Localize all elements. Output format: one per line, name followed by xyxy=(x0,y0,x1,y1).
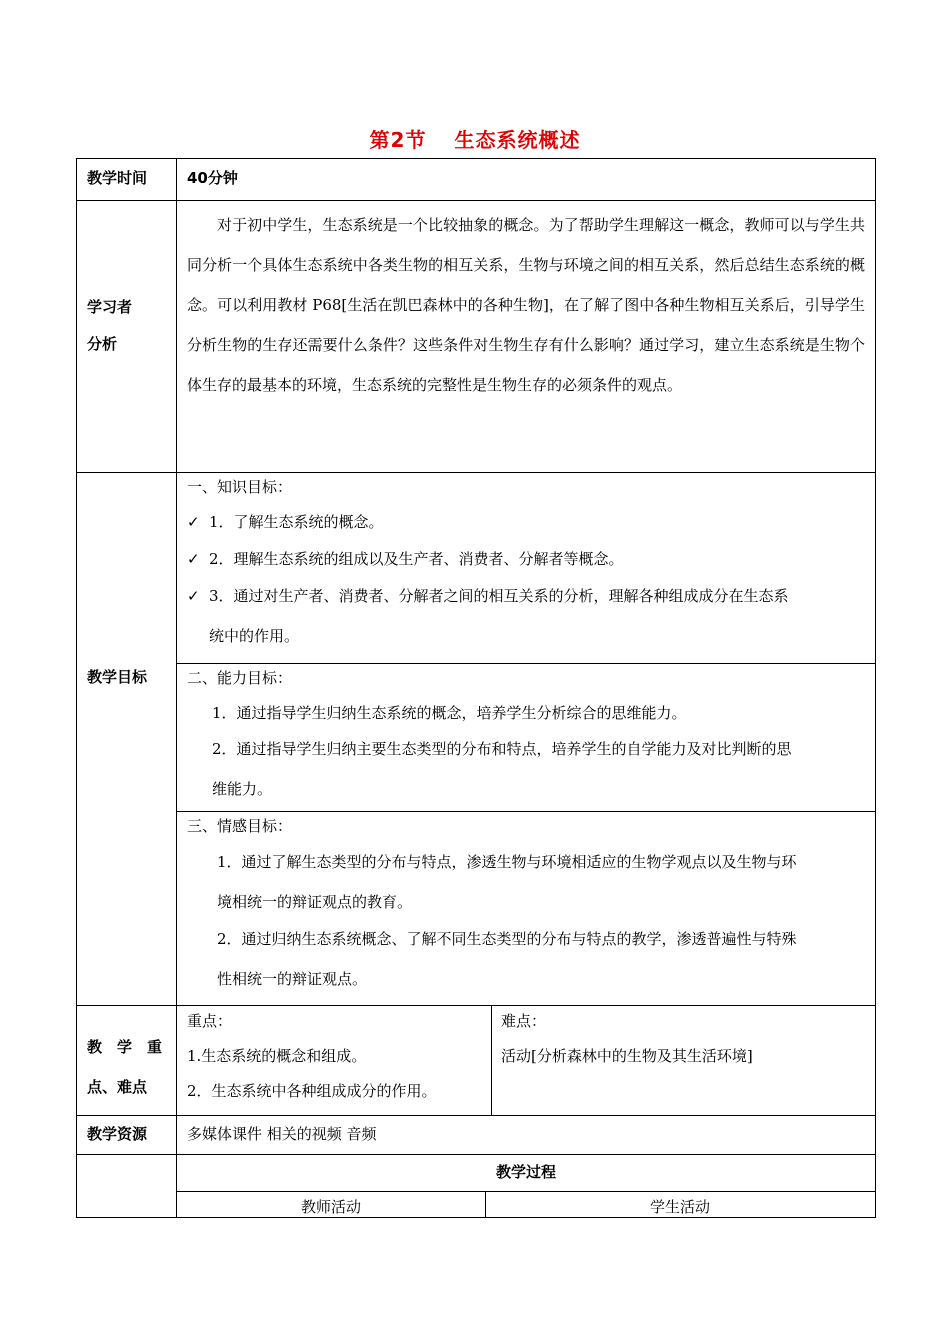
knowledge-objectives xyxy=(177,473,875,663)
key-heading: 重点： xyxy=(187,1012,233,1030)
row-analysis xyxy=(77,200,875,472)
analysis-label-2: 分析 xyxy=(87,335,118,353)
emotion-item-2-cont: 性相统一的辩证观点。 xyxy=(217,970,368,988)
key-item-2: 2．生态系统中各种组成成分的作用。 xyxy=(187,1082,437,1100)
row-process xyxy=(77,1154,875,1217)
page-title xyxy=(0,124,950,153)
teacher-activity-header: 教师活动 xyxy=(300,1198,361,1216)
time-label: 教学时间 xyxy=(87,169,148,187)
title-section: 第2节 xyxy=(369,128,427,152)
row-time xyxy=(77,159,875,200)
knowledge-item-2: ✓ 2．理解生态系统的组成以及生产者、消费者、分解者等概念。 xyxy=(187,550,624,568)
key-item-1: 1.生态系统的概念和组成。 xyxy=(187,1047,367,1065)
row-objectives xyxy=(77,472,875,1005)
emotion-item-1: 1．通过了解生态类型的分布与特点，渗透生物与环境相适应的生物学观点以及生物与环 xyxy=(217,853,797,871)
row-keypoints xyxy=(77,1005,875,1115)
title-name: 生态系统概述 xyxy=(454,128,581,152)
check-icon: ✓ xyxy=(187,513,200,531)
emotion-item-2: 2．通过归纳生态系统概念、了解不同生态类型的分布与特点的教学，渗透普遍性与特殊 xyxy=(217,930,797,948)
lesson-plan-table xyxy=(76,158,876,1218)
check-icon: ✓ xyxy=(187,587,200,605)
analysis-text: 对于初中学生，生态系统是一个比较抽象的概念。为了帮助学生理解这一概念，教师可以与学生共同分析一个具体生态系统中各类生物的相互关系，生物与环境之间的相互关系，然后总结生态系统的概念。可以利用教材 P68[生活在凯巴森林中的各种生物]，在了解了图中各种生物相互关系后，引导学生分析生物的生存还需要什么条件？这些条件对生物生存有什么影响？通过学习，建立生态系统是生物个体生存的最基本的环境，生态系统的完整性是生物生存的必须条件的观点。 xyxy=(187,216,865,394)
check-icon: ✓ xyxy=(187,550,200,568)
student-activity-header: 学生活动 xyxy=(649,1198,710,1216)
ability-item-2: 2．通过指导学生归纳主要生态类型的分布和特点，培养学生的自学能力及对比判断的思 xyxy=(212,740,792,758)
process-heading: 教学过程 xyxy=(495,1163,556,1181)
resources-value: 多媒体课件 相关的视频 音频 xyxy=(187,1125,377,1143)
ability-heading: 二、能力目标： xyxy=(187,669,293,687)
keypoints-label-2: 点、难点 xyxy=(87,1078,148,1096)
row-resources xyxy=(77,1115,875,1154)
emotion-heading: 三、情感目标： xyxy=(187,817,293,835)
emotion-item-1-cont: 境相统一的辩证观点的教育。 xyxy=(217,893,413,911)
ability-item-1: 1．通过指导学生归纳生态系统的概念，培养学生分析综合的思维能力。 xyxy=(212,704,687,722)
emotion-objectives xyxy=(177,811,875,1006)
ability-objectives xyxy=(177,663,875,811)
objectives-label: 教学目标 xyxy=(87,668,148,686)
resources-label: 教学资源 xyxy=(87,1125,148,1143)
knowledge-item-3-cont: 统中的作用。 xyxy=(209,627,300,645)
keypoints-label-1: 教 学 重 xyxy=(87,1038,163,1056)
ability-item-2-cont: 维能力。 xyxy=(212,780,273,798)
knowledge-item-1: ✓ 1．了解生态系统的概念。 xyxy=(187,513,384,531)
difficult-heading: 难点： xyxy=(501,1012,547,1030)
analysis-label-1: 学习者 xyxy=(87,298,133,316)
time-value: 40分钟 xyxy=(187,169,238,187)
knowledge-heading: 一、知识目标： xyxy=(187,478,293,496)
knowledge-item-3: ✓ 3．通过对生产者、消费者、分解者之间的相互关系的分析，理解各种组成成分在生态系 xyxy=(187,587,789,605)
difficult-item-1: 活动[分析森林中的生物及其生活环境] xyxy=(501,1047,753,1065)
